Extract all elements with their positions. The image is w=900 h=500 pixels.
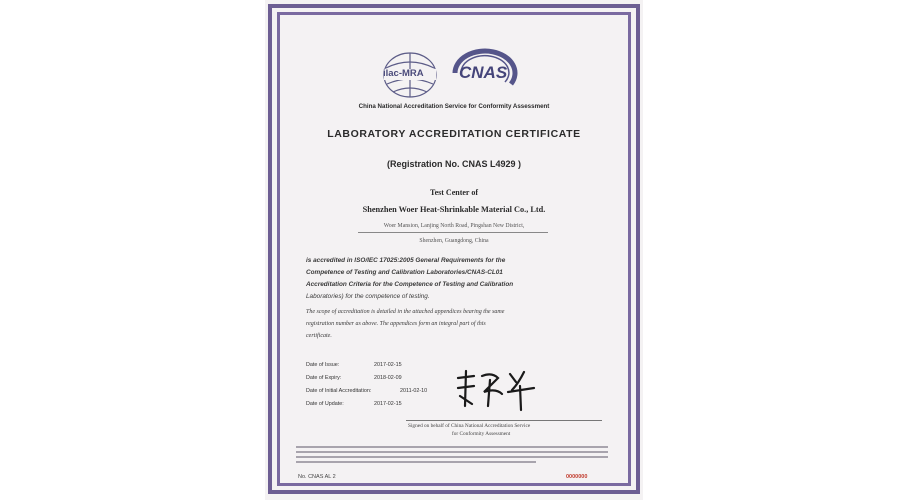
body-line-6: registration number as above. The appendices form an integral part of this [306,321,486,327]
date-label: Date of Initial Accreditation: [306,388,372,394]
lab-address-line1: Woer Mansion, Lanjing North Road, Pingshan New District, [383,223,525,229]
certificate-title: LABORATORY ACCREDITATION CERTIFICATE [327,128,581,140]
cnas-logo-text: CNAS [459,63,508,82]
body-line-7: certificate. [306,333,332,339]
ilac-mra-logo-text: ilac-MRA [383,68,424,79]
date-row-update [306,401,402,407]
ilac-mra-logo [381,50,439,100]
date-row-expiry [306,375,402,381]
fine-print-line [296,456,608,458]
date-value: 2017-02-15 [374,362,402,368]
date-value: 2017-02-15 [374,401,402,407]
signature-caption-line2: for Conformity Assessment [452,431,511,437]
fine-print-line [296,446,608,448]
date-row-initial [306,388,427,394]
cnas-logo [447,48,525,98]
signature-line [406,420,602,421]
body-line-3: Accreditation Criteria for the Competence of Testing and Calibration [306,281,514,288]
body-line-4: Laboratories) for the competence of testing. [306,293,430,300]
body-line-1: is accredited in ISO/IEC 17025:2005 General Requirements for the [306,257,506,264]
fine-print-line [296,451,608,453]
signature-caption-line1: Signed on behalf of China National Accreditation Service [408,423,531,429]
body-line-5: The scope of accreditation is detailed in the attached appendices bearing the same [306,309,505,315]
body-line-2: Competence of Testing and Calibration Laboratories/CNAS-CL01 [306,269,503,276]
date-label: Date of Issue: [306,362,340,368]
handwritten-signature [452,366,542,416]
registration-number: (Registration No. CNAS L4929 ) [386,159,522,169]
footer-code: No. CNAS AL 2 [298,474,336,480]
date-row-issue [306,362,402,368]
date-label: Date of Update: [306,401,344,407]
organization-name: China National Accreditation Service for Conformity Assessment [358,103,550,110]
date-value: 2018-02-09 [374,375,402,381]
lab-name: Shenzhen Woer Heat-Shrinkable Material Co., Ltd. [362,205,546,214]
lab-intro: Test Center of [430,188,478,197]
lab-address-line2: Shenzhen, Guangdong, China [419,238,489,244]
date-label: Date of Expiry: [306,375,342,381]
fine-print-line [296,461,536,463]
date-value: 2011-02-10 [400,388,428,394]
footer-serial: 0000000 [566,474,588,480]
address-underline [358,232,548,233]
